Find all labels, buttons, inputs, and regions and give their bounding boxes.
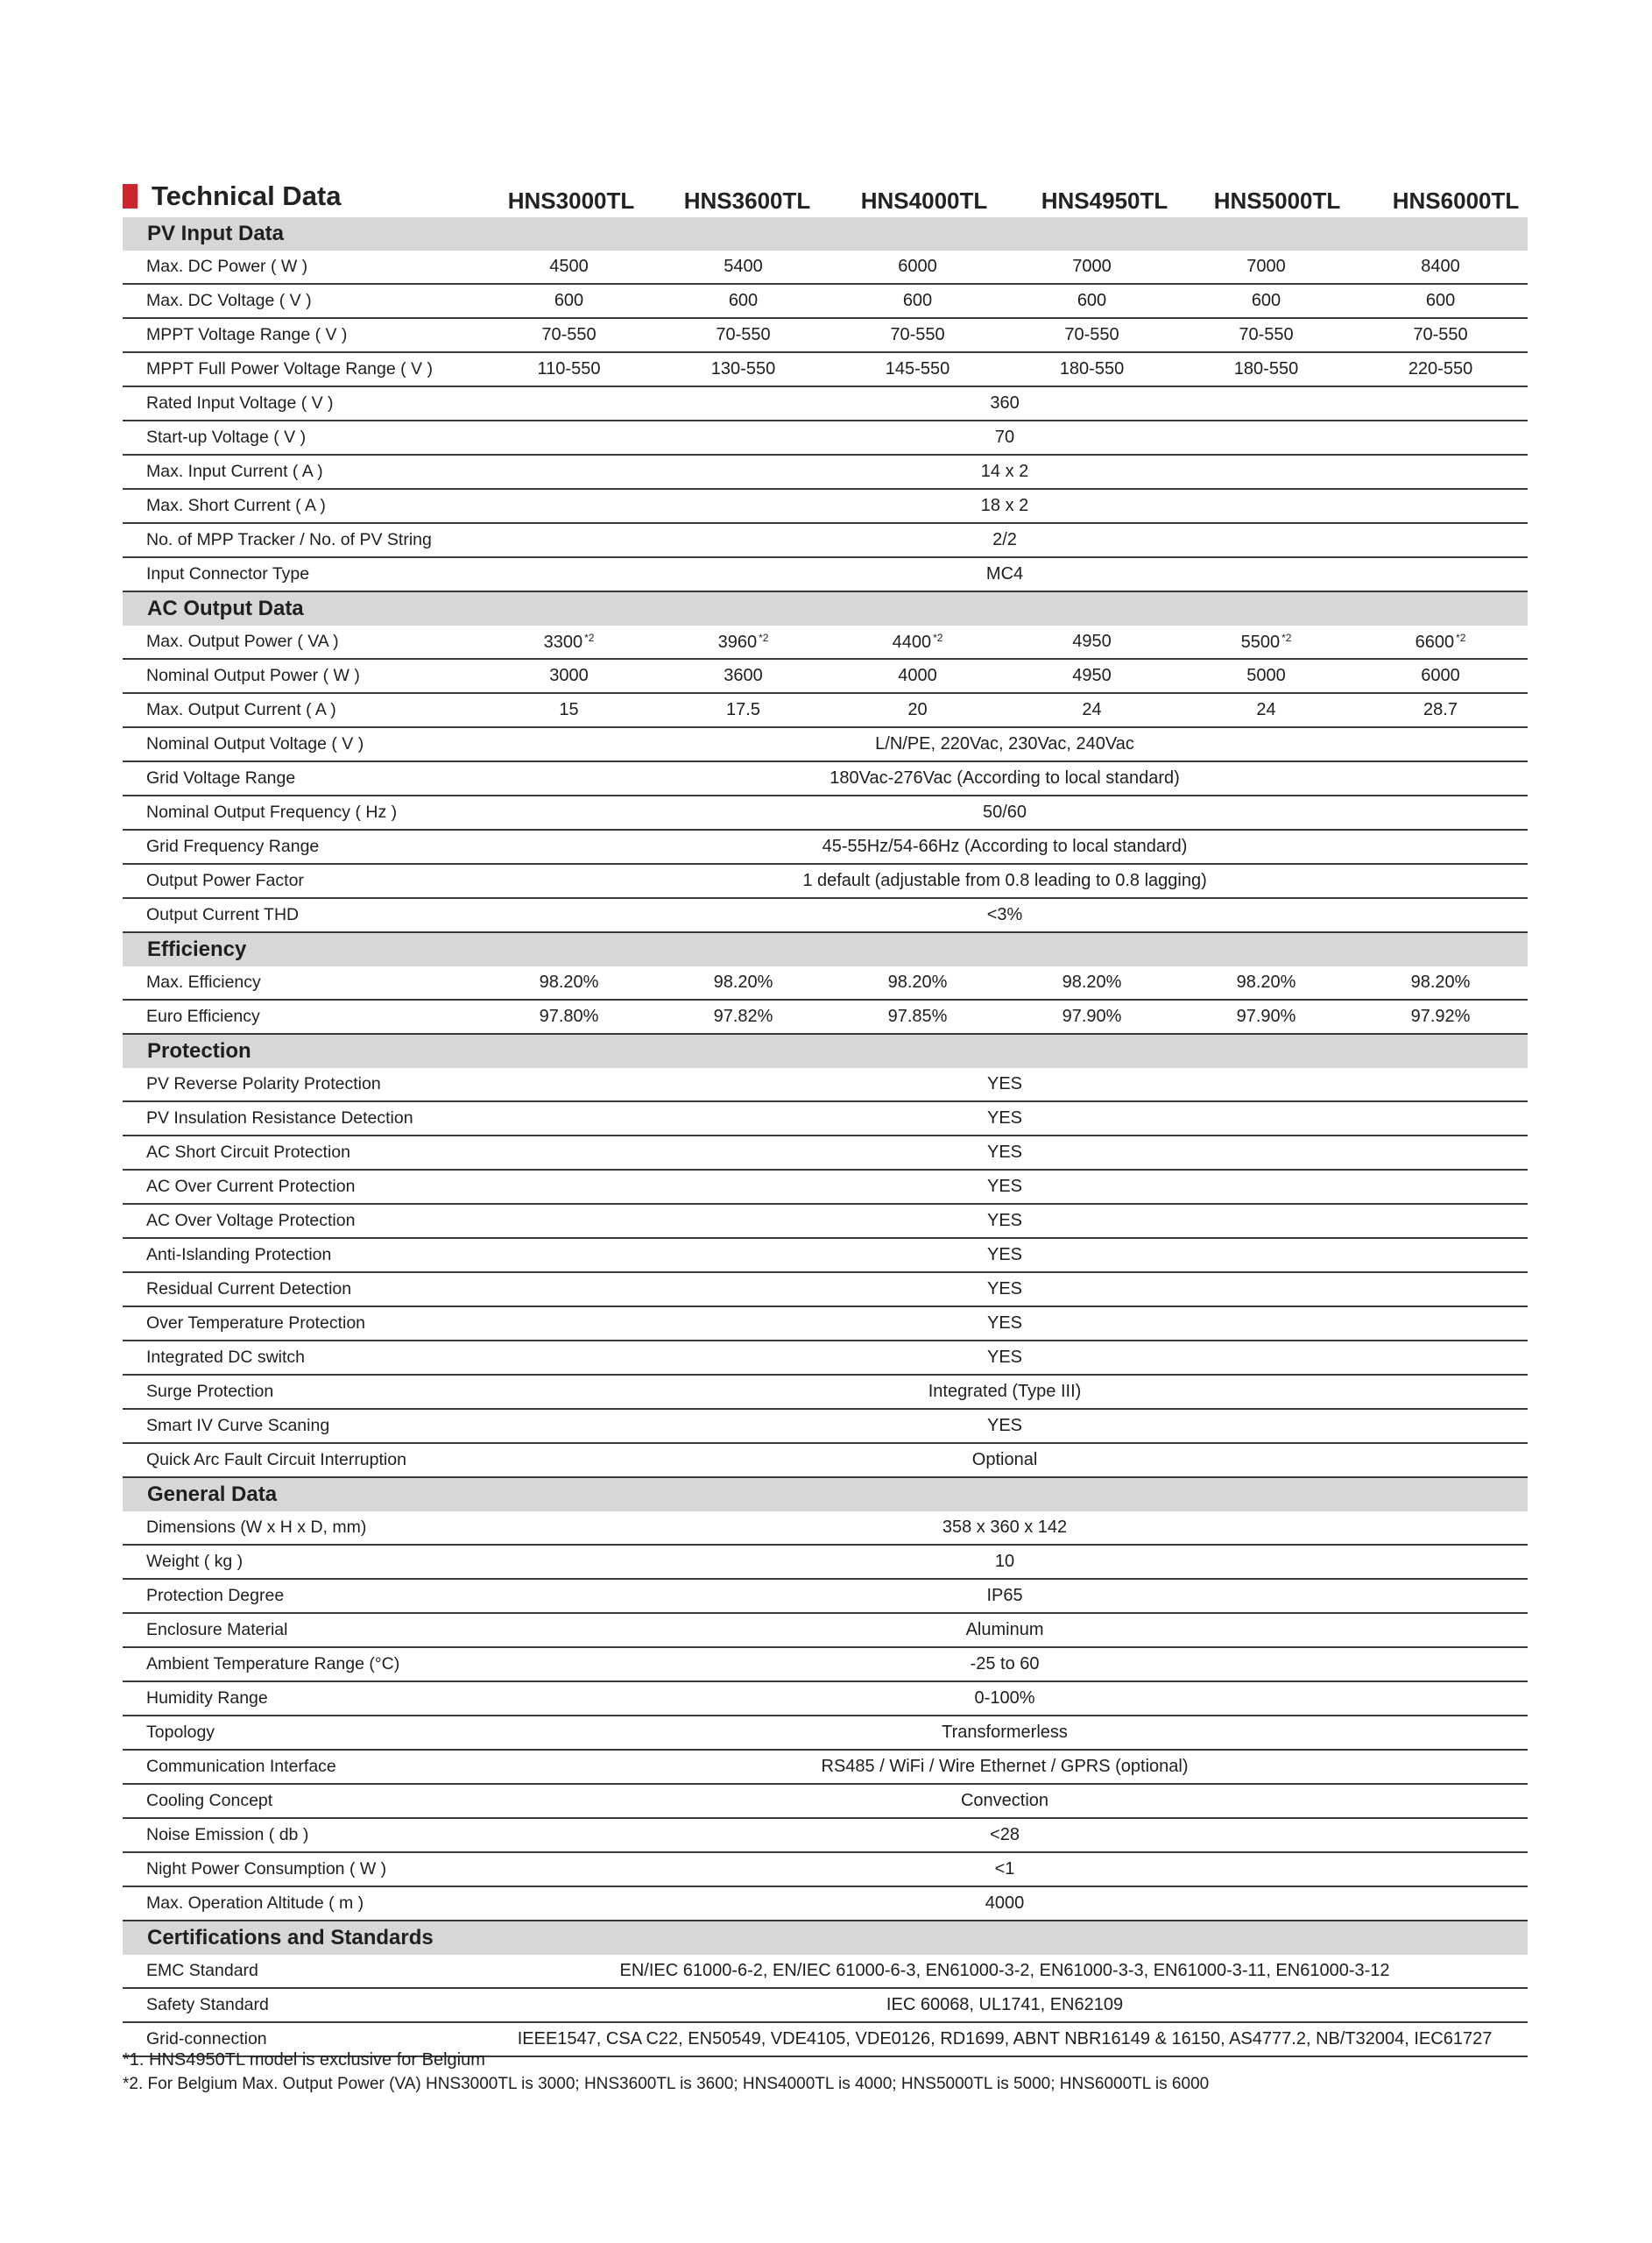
spec-value-shared: Integrated (Type III) bbox=[482, 1375, 1528, 1409]
spec-row bbox=[123, 1272, 1528, 1306]
spec-value bbox=[1353, 966, 1528, 1000]
spec-label: PV Insulation Resistance Detection bbox=[123, 1101, 482, 1136]
spec-value bbox=[830, 251, 1005, 284]
spec-value bbox=[830, 626, 1005, 659]
spec-value-text: 28.7 bbox=[1423, 700, 1458, 719]
spec-row bbox=[123, 421, 1528, 455]
spec-value bbox=[1179, 318, 1353, 352]
footnote: *1. HNS4950TL model is exclusive for Belgium bbox=[123, 2050, 485, 2070]
spec-value bbox=[482, 659, 656, 693]
spec-value-shared: YES bbox=[482, 1306, 1528, 1341]
spec-value-text: 97.82% bbox=[713, 1007, 773, 1026]
spec-value bbox=[656, 966, 830, 1000]
spec-row bbox=[123, 1375, 1528, 1409]
section-title: General Data bbox=[123, 1477, 1528, 1511]
spec-label: MPPT Full Power Voltage Range ( V ) bbox=[123, 352, 482, 386]
spec-value-text: 70-550 bbox=[1413, 325, 1468, 344]
spec-value-text: 600 bbox=[1425, 291, 1456, 310]
spec-value bbox=[482, 693, 656, 727]
spec-value-shared: YES bbox=[482, 1136, 1528, 1170]
spec-value bbox=[656, 1000, 830, 1034]
spec-label: Communication Interface bbox=[123, 1750, 482, 1784]
spec-value bbox=[482, 318, 656, 352]
spec-row bbox=[123, 864, 1528, 898]
spec-value-text: 600 bbox=[728, 291, 759, 310]
section-title: Efficiency bbox=[123, 932, 1528, 966]
spec-value bbox=[1005, 251, 1179, 284]
section-header bbox=[123, 1034, 1528, 1068]
spec-value-shared: YES bbox=[482, 1238, 1528, 1272]
spec-label: Protection Degree bbox=[123, 1579, 482, 1613]
spec-row bbox=[123, 455, 1528, 489]
spec-value-text: 70-550 bbox=[890, 325, 945, 344]
spec-row bbox=[123, 1000, 1528, 1034]
spec-label: Max. Input Current ( A ) bbox=[123, 455, 482, 489]
spec-value bbox=[482, 626, 656, 659]
spec-row bbox=[123, 1716, 1528, 1750]
spec-value-text: 98.20% bbox=[1236, 973, 1296, 992]
spec-label: AC Over Current Protection bbox=[123, 1170, 482, 1204]
spec-row bbox=[123, 1852, 1528, 1886]
spec-label: Output Current THD bbox=[123, 898, 482, 932]
spec-row bbox=[123, 693, 1528, 727]
spec-label: Surge Protection bbox=[123, 1375, 482, 1409]
spec-label: Quick Arc Fault Circuit Interruption bbox=[123, 1443, 482, 1477]
spec-value bbox=[1005, 626, 1179, 659]
spec-value-text: 70-550 bbox=[541, 325, 597, 344]
spec-row bbox=[123, 1988, 1528, 2022]
spec-row bbox=[123, 318, 1528, 352]
spec-value-shared: RS485 / WiFi / Wire Ethernet / GPRS (optional) bbox=[482, 1750, 1528, 1784]
spec-value-text: 130-550 bbox=[710, 359, 776, 379]
spec-label: AC Short Circuit Protection bbox=[123, 1136, 482, 1170]
spec-value-text: 97.92% bbox=[1410, 1007, 1471, 1026]
spec-value bbox=[482, 966, 656, 1000]
spec-label: Dimensions (W x H x D, mm) bbox=[123, 1511, 482, 1545]
spec-label: Smart IV Curve Scaning bbox=[123, 1409, 482, 1443]
spec-label: Nominal Output Power ( W ) bbox=[123, 659, 482, 693]
spec-value-shared: YES bbox=[482, 1341, 1528, 1375]
section-header bbox=[123, 591, 1528, 626]
spec-value-text: 98.20% bbox=[713, 973, 773, 992]
spec-row bbox=[123, 796, 1528, 830]
spec-row bbox=[123, 1170, 1528, 1204]
spec-value-text: 98.20% bbox=[1062, 973, 1122, 992]
spec-value bbox=[1179, 693, 1353, 727]
spec-row bbox=[123, 761, 1528, 796]
spec-value bbox=[1179, 659, 1353, 693]
spec-label: No. of MPP Tracker / No. of PV String bbox=[123, 523, 482, 557]
spec-value-text: 6600 bbox=[1415, 632, 1455, 652]
spec-value-text: 3960 bbox=[717, 632, 758, 652]
spec-value bbox=[1179, 966, 1353, 1000]
spec-value-shared: YES bbox=[482, 1272, 1528, 1306]
spec-row bbox=[123, 1101, 1528, 1136]
spec-label: AC Over Voltage Protection bbox=[123, 1204, 482, 1238]
spec-value bbox=[656, 659, 830, 693]
spec-label: Rated Input Voltage ( V ) bbox=[123, 386, 482, 421]
spec-value-shared: Convection bbox=[482, 1784, 1528, 1818]
spec-value bbox=[830, 966, 1005, 1000]
spec-value-text: 4500 bbox=[549, 257, 589, 276]
spec-label: Noise Emission ( db ) bbox=[123, 1818, 482, 1852]
spec-value-text: 180-550 bbox=[1059, 359, 1125, 379]
spec-row bbox=[123, 1068, 1528, 1101]
spec-value-shared: YES bbox=[482, 1068, 1528, 1101]
model-header: HNS5000TL bbox=[1213, 188, 1341, 214]
model-header: HNS4000TL bbox=[860, 188, 988, 214]
footnote: *2. For Belgium Max. Output Power (VA) HNS3000TL is 3000; HNS3600TL is 3600; HNS4000TL is 4000; HNS5000TL is 5000; HNS6000TL is 6000 bbox=[123, 2075, 1210, 2093]
spec-row bbox=[123, 489, 1528, 523]
spec-value-shared: 14 x 2 bbox=[482, 455, 1528, 489]
model-header: HNS6000TL bbox=[1392, 188, 1520, 214]
model-header: HNS3600TL bbox=[683, 188, 811, 214]
spec-row bbox=[123, 1750, 1528, 1784]
spec-row bbox=[123, 830, 1528, 864]
spec-value-text: 70-550 bbox=[716, 325, 771, 344]
spec-row bbox=[123, 1818, 1528, 1852]
spec-label: Enclosure Material bbox=[123, 1613, 482, 1647]
page-title: Technical Data bbox=[152, 180, 342, 211]
spec-value bbox=[830, 659, 1005, 693]
technical-data-sheet bbox=[123, 175, 1528, 2093]
spec-value-text: 24 bbox=[1082, 700, 1102, 719]
section-title: PV Input Data bbox=[123, 217, 1528, 251]
spec-row bbox=[123, 352, 1528, 386]
spec-value bbox=[656, 693, 830, 727]
spec-label: Max. Operation Altitude ( m ) bbox=[123, 1886, 482, 1921]
spec-value-text: 97.90% bbox=[1062, 1007, 1122, 1026]
spec-value-text: 70-550 bbox=[1239, 325, 1294, 344]
section-header bbox=[123, 932, 1528, 966]
spec-row bbox=[123, 1136, 1528, 1170]
spec-label: Anti-Islanding Protection bbox=[123, 1238, 482, 1272]
spec-value-shared: Optional bbox=[482, 1443, 1528, 1477]
spec-row bbox=[123, 557, 1528, 591]
spec-value-text: 70-550 bbox=[1064, 325, 1119, 344]
spec-value bbox=[1005, 318, 1179, 352]
spec-row bbox=[123, 1204, 1528, 1238]
spec-value-shared: 18 x 2 bbox=[482, 489, 1528, 523]
spec-label: Nominal Output Frequency ( Hz ) bbox=[123, 796, 482, 830]
spec-value-shared: Transformerless bbox=[482, 1716, 1528, 1750]
spec-row bbox=[123, 1306, 1528, 1341]
footnote-ref: *2 bbox=[1456, 631, 1466, 644]
spec-row bbox=[123, 727, 1528, 761]
spec-value bbox=[482, 1000, 656, 1034]
spec-value-shared: IEEE1547, CSA C22, EN50549, VDE4105, VDE0126, RD1699, ABNT NBR16149 & 16150, AS4777.2, NB/T32004, IEC61727 bbox=[482, 2022, 1528, 2056]
footnotes bbox=[123, 2048, 1209, 2096]
spec-value bbox=[1179, 626, 1353, 659]
spec-value bbox=[656, 318, 830, 352]
spec-value-text: 98.20% bbox=[887, 973, 948, 992]
spec-value-shared: 0-100% bbox=[482, 1681, 1528, 1716]
spec-value bbox=[830, 318, 1005, 352]
spec-value bbox=[1005, 693, 1179, 727]
spec-value-text: 5400 bbox=[724, 257, 763, 276]
spec-value-shared: 180Vac-276Vac (According to local standard) bbox=[482, 761, 1528, 796]
spec-value bbox=[830, 693, 1005, 727]
spec-row bbox=[123, 1886, 1528, 1921]
spec-row bbox=[123, 1647, 1528, 1681]
spec-value-text: 4000 bbox=[898, 666, 937, 685]
spec-value-text: 15 bbox=[559, 700, 579, 719]
spec-label: Max. DC Voltage ( V ) bbox=[123, 284, 482, 318]
spec-label: Cooling Concept bbox=[123, 1784, 482, 1818]
spec-row bbox=[123, 284, 1528, 318]
spec-value-shared: <3% bbox=[482, 898, 1528, 932]
spec-value-text: 600 bbox=[1077, 291, 1107, 310]
spec-label: MPPT Voltage Range ( V ) bbox=[123, 318, 482, 352]
spec-label: Weight ( kg ) bbox=[123, 1545, 482, 1579]
spec-label: Max. Efficiency bbox=[123, 966, 482, 1000]
spec-value-shared: YES bbox=[482, 1409, 1528, 1443]
spec-value-shared: 2/2 bbox=[482, 523, 1528, 557]
spec-label: PV Reverse Polarity Protection bbox=[123, 1068, 482, 1101]
spec-value-text: 6000 bbox=[1421, 666, 1460, 685]
spec-row bbox=[123, 898, 1528, 932]
spec-label: Grid Frequency Range bbox=[123, 830, 482, 864]
spec-value bbox=[482, 352, 656, 386]
spec-value-text: 97.85% bbox=[887, 1007, 948, 1026]
spec-value bbox=[1353, 284, 1528, 318]
spec-value bbox=[1353, 693, 1528, 727]
spec-row bbox=[123, 1613, 1528, 1647]
spec-value-shared: L/N/PE, 220Vac, 230Vac, 240Vac bbox=[482, 727, 1528, 761]
spec-label: Nominal Output Voltage ( V ) bbox=[123, 727, 482, 761]
section-title: Certifications and Standards bbox=[123, 1921, 1528, 1955]
spec-label: Integrated DC switch bbox=[123, 1341, 482, 1375]
spec-value-text: 600 bbox=[554, 291, 584, 310]
spec-value bbox=[1353, 659, 1528, 693]
spec-value-text: 98.20% bbox=[1410, 973, 1471, 992]
spec-row bbox=[123, 523, 1528, 557]
spec-row bbox=[123, 1545, 1528, 1579]
spec-value-shared: YES bbox=[482, 1170, 1528, 1204]
spec-label: Safety Standard bbox=[123, 1988, 482, 2022]
spec-row bbox=[123, 1784, 1528, 1818]
spec-row bbox=[123, 251, 1528, 284]
spec-value-text: 20 bbox=[907, 700, 928, 719]
model-header: HNS4950TL bbox=[1041, 188, 1168, 214]
spec-value-shared: <28 bbox=[482, 1818, 1528, 1852]
spec-value bbox=[656, 352, 830, 386]
spec-label: Ambient Temperature Range (°C) bbox=[123, 1647, 482, 1681]
spec-value-text: 98.20% bbox=[539, 973, 599, 992]
spec-row bbox=[123, 1955, 1528, 1988]
spec-row bbox=[123, 1238, 1528, 1272]
spec-value-text: 600 bbox=[1251, 291, 1281, 310]
spec-table bbox=[123, 217, 1528, 2057]
header-row bbox=[123, 175, 1528, 217]
spec-row bbox=[123, 659, 1528, 693]
spec-label: EMC Standard bbox=[123, 1955, 482, 1988]
spec-label: Grid Voltage Range bbox=[123, 761, 482, 796]
spec-label: Output Power Factor bbox=[123, 864, 482, 898]
spec-value bbox=[830, 284, 1005, 318]
spec-value-text: 5500 bbox=[1240, 632, 1281, 652]
spec-row bbox=[123, 966, 1528, 1000]
spec-label: Over Temperature Protection bbox=[123, 1306, 482, 1341]
spec-label: Grid-connection bbox=[123, 2022, 482, 2056]
spec-row bbox=[123, 1511, 1528, 1545]
spec-value-shared: 10 bbox=[482, 1545, 1528, 1579]
spec-value bbox=[830, 1000, 1005, 1034]
spec-value-text: 600 bbox=[902, 291, 933, 310]
spec-value-text: 97.90% bbox=[1236, 1007, 1296, 1026]
spec-value-text: 220-550 bbox=[1408, 359, 1473, 379]
spec-row bbox=[123, 1579, 1528, 1613]
spec-label: Max. DC Power ( W ) bbox=[123, 251, 482, 284]
spec-value bbox=[1179, 1000, 1353, 1034]
spec-value bbox=[1005, 284, 1179, 318]
spec-label: Max. Output Power ( VA ) bbox=[123, 626, 482, 659]
spec-value-shared: YES bbox=[482, 1204, 1528, 1238]
spec-label: Max. Output Current ( A ) bbox=[123, 693, 482, 727]
spec-value-shared: 358 x 360 x 142 bbox=[482, 1511, 1528, 1545]
spec-value bbox=[1353, 251, 1528, 284]
spec-value-text: 4950 bbox=[1072, 632, 1112, 651]
spec-value-text: 3600 bbox=[724, 666, 763, 685]
spec-row bbox=[123, 1681, 1528, 1716]
spec-value-shared: IP65 bbox=[482, 1579, 1528, 1613]
spec-value bbox=[482, 251, 656, 284]
spec-value-shared: EN/IEC 61000-6-2, EN/IEC 61000-6-3, EN61000-3-2, EN61000-3-3, EN61000-3-11, EN61000-3-12 bbox=[482, 1955, 1528, 1988]
spec-value-shared: 50/60 bbox=[482, 796, 1528, 830]
title-marker-icon bbox=[123, 184, 138, 209]
spec-label: Humidity Range bbox=[123, 1681, 482, 1716]
spec-value bbox=[1353, 318, 1528, 352]
footnote-ref: *2 bbox=[584, 631, 595, 644]
spec-value bbox=[656, 626, 830, 659]
section-header bbox=[123, 1921, 1528, 1955]
spec-value bbox=[1353, 626, 1528, 659]
spec-value bbox=[1353, 352, 1528, 386]
spec-value bbox=[656, 284, 830, 318]
spec-value-shared: 4000 bbox=[482, 1886, 1528, 1921]
spec-value-text: 8400 bbox=[1421, 257, 1460, 276]
spec-value bbox=[830, 352, 1005, 386]
spec-value-shared: -25 to 60 bbox=[482, 1647, 1528, 1681]
spec-value-text: 7000 bbox=[1246, 257, 1286, 276]
spec-row bbox=[123, 1409, 1528, 1443]
spec-value-text: 17.5 bbox=[726, 700, 760, 719]
spec-value-shared: YES bbox=[482, 1101, 1528, 1136]
spec-row bbox=[123, 1341, 1528, 1375]
spec-value bbox=[1179, 284, 1353, 318]
spec-value bbox=[1353, 1000, 1528, 1034]
spec-value-text: 180-550 bbox=[1233, 359, 1299, 379]
spec-value bbox=[1005, 659, 1179, 693]
section-header bbox=[123, 1477, 1528, 1511]
spec-value-shared: 360 bbox=[482, 386, 1528, 421]
spec-value-text: 4950 bbox=[1072, 666, 1112, 685]
spec-value-text: 97.80% bbox=[539, 1007, 599, 1026]
spec-value bbox=[482, 284, 656, 318]
spec-label: Max. Short Current ( A ) bbox=[123, 489, 482, 523]
spec-value bbox=[1179, 352, 1353, 386]
spec-value-text: 145-550 bbox=[885, 359, 950, 379]
spec-label: Input Connector Type bbox=[123, 557, 482, 591]
section-title: AC Output Data bbox=[123, 591, 1528, 626]
spec-value-text: 7000 bbox=[1072, 257, 1112, 276]
footnote-ref: *2 bbox=[1281, 631, 1292, 644]
spec-value-shared: 1 default (adjustable from 0.8 leading to 0.8 lagging) bbox=[482, 864, 1528, 898]
model-header: HNS3000TL bbox=[507, 188, 635, 214]
spec-label: Night Power Consumption ( W ) bbox=[123, 1852, 482, 1886]
spec-value-shared: 45-55Hz/54-66Hz (According to local standard) bbox=[482, 830, 1528, 864]
spec-value bbox=[656, 251, 830, 284]
spec-value-shared: 70 bbox=[482, 421, 1528, 455]
section-header bbox=[123, 217, 1528, 251]
spec-value-text: 110-550 bbox=[537, 359, 601, 379]
spec-row bbox=[123, 1443, 1528, 1477]
section-title: Protection bbox=[123, 1034, 1528, 1068]
spec-value bbox=[1179, 251, 1353, 284]
spec-value bbox=[1005, 966, 1179, 1000]
footnote-ref: *2 bbox=[759, 631, 769, 644]
spec-label: Topology bbox=[123, 1716, 482, 1750]
spec-value-shared: Aluminum bbox=[482, 1613, 1528, 1647]
spec-value-shared: <1 bbox=[482, 1852, 1528, 1886]
spec-label: Residual Current Detection bbox=[123, 1272, 482, 1306]
title-block bbox=[123, 179, 342, 214]
spec-value bbox=[1005, 1000, 1179, 1034]
footnote-ref: *2 bbox=[933, 631, 943, 644]
spec-row bbox=[123, 626, 1528, 659]
spec-label: Start-up Voltage ( V ) bbox=[123, 421, 482, 455]
spec-value-text: 24 bbox=[1256, 700, 1276, 719]
spec-label: Euro Efficiency bbox=[123, 1000, 482, 1034]
spec-value-shared: IEC 60068, UL1741, EN62109 bbox=[482, 1988, 1528, 2022]
spec-row bbox=[123, 386, 1528, 421]
spec-value-text: 5000 bbox=[1246, 666, 1286, 685]
spec-value-text: 6000 bbox=[898, 257, 937, 276]
spec-table-body bbox=[123, 217, 1528, 2056]
spec-value-text: 4400 bbox=[892, 632, 932, 652]
spec-value-text: 3000 bbox=[549, 666, 589, 685]
spec-value bbox=[1005, 352, 1179, 386]
spec-value-shared: MC4 bbox=[482, 557, 1528, 591]
spec-value-text: 3300 bbox=[543, 632, 583, 652]
